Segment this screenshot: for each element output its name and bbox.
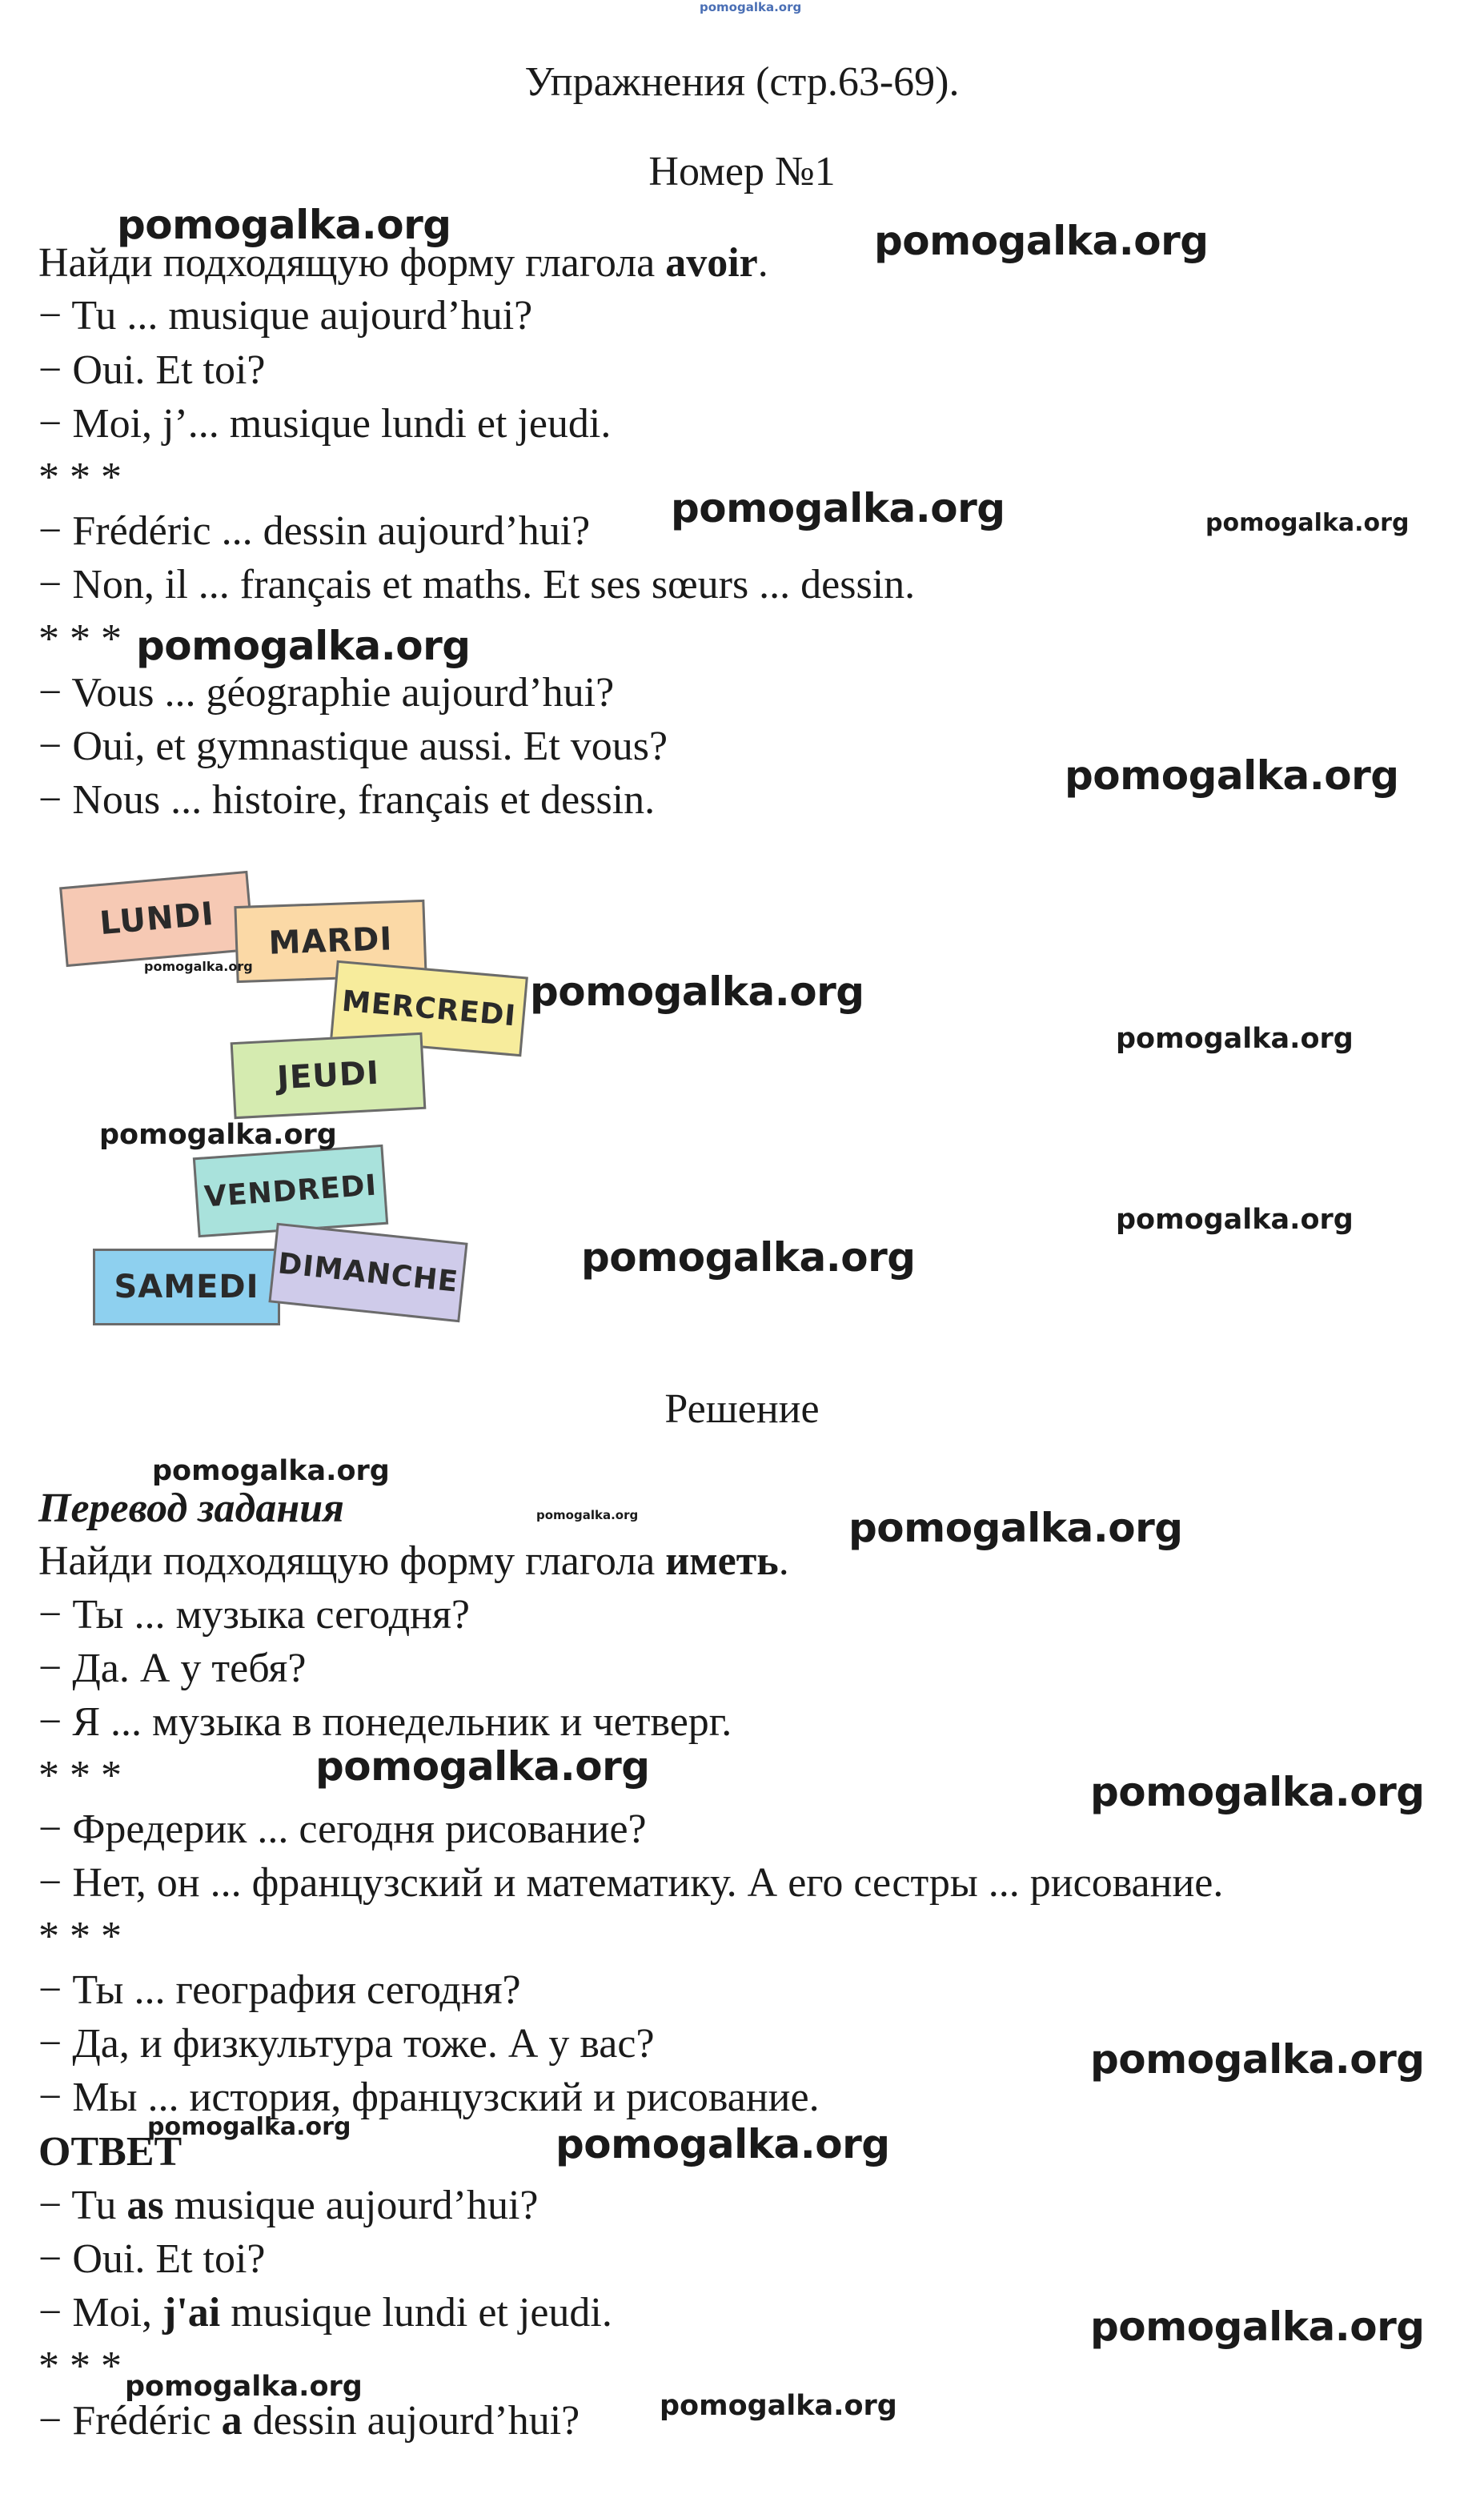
watermark: pomogalka.org xyxy=(1090,2304,1425,2350)
watermark: pomogalka.org xyxy=(581,1234,916,1281)
header-watermark: pomogalka.org xyxy=(700,0,802,14)
answer-line: − Frédéric a dessin aujourd’hui? xyxy=(38,2398,580,2444)
separator: * * * xyxy=(38,455,122,500)
card-mardi: MARDI xyxy=(234,900,427,983)
watermark: pomogalka.org xyxy=(125,2371,363,2403)
task-line: − Nous ... histoire, français et dessin. xyxy=(38,777,656,823)
watermark: pomogalka.org xyxy=(117,202,451,248)
card-vendredi: VENDREDI xyxy=(193,1145,388,1237)
watermark: pomogalka.org xyxy=(874,218,1209,264)
solution-heading: Решение xyxy=(664,1386,820,1432)
card-jeudi: JEUDI xyxy=(231,1032,427,1119)
separator: * * * xyxy=(38,1753,122,1798)
answer-line: − Moi, j'ai musique lundi et jeudi. xyxy=(38,2290,612,2336)
watermark: pomogalka.org xyxy=(1090,1769,1425,1815)
translation-line: − Да. А у тебя? xyxy=(38,1646,307,1691)
translation-line: − Ты ... музыка сегодня? xyxy=(38,1592,470,1638)
separator: * * * xyxy=(38,2344,122,2389)
task-line: − Oui. Et toi? xyxy=(38,347,266,393)
task-line: − Frédéric ... dessin aujourd’hui? xyxy=(38,508,591,554)
watermark: pomogalka.org xyxy=(1116,1204,1354,1236)
separator: * * * xyxy=(38,616,122,662)
watermark: pomogalka.org xyxy=(152,1455,390,1487)
translation-line: − Фредерик ... сегодня рисование? xyxy=(38,1806,647,1852)
watermark: pomogalka.org xyxy=(848,1505,1183,1551)
translation-line: − Ты ... география сегодня? xyxy=(38,1967,521,2013)
watermark: pomogalka.org xyxy=(1090,2036,1425,2083)
answer-line: − Tu as musique aujourd’hui? xyxy=(38,2183,539,2228)
watermark: pomogalka.org xyxy=(660,2390,897,2422)
card-mercredi: MERCREDI xyxy=(330,960,528,1057)
watermark: pomogalka.org xyxy=(1116,1023,1354,1055)
answer-line: − Oui. Et toi? xyxy=(38,2236,266,2282)
exercise-number: Номер №1 xyxy=(648,149,836,194)
watermark: pomogalka.org xyxy=(147,2113,351,2141)
watermark: pomogalka.org xyxy=(136,623,471,669)
answer-heading: ОТВЕТ xyxy=(38,2129,182,2175)
translation-instruction: Найди подходящую форму глагола иметь. xyxy=(38,1538,789,1584)
watermark: pomogalka.org xyxy=(315,1743,650,1790)
task-line: − Tu ... musique aujourd’hui? xyxy=(38,293,533,339)
task-line: − Moi, j’... musique lundi et jeudi. xyxy=(38,401,612,447)
page-title: Упражнения (стр.63-69). xyxy=(524,59,960,105)
card-samedi: SAMEDI xyxy=(93,1249,280,1325)
watermark: pomogalka.org xyxy=(144,959,253,974)
translation-line: − Мы ... история, французский и рисование. xyxy=(38,2075,820,2120)
task-instruction: Найди подходящую форму глагола avoir. xyxy=(38,240,768,286)
card-dimanche: DIMANCHE xyxy=(268,1223,467,1323)
task-line: − Vous ... géographie aujourd’hui? xyxy=(38,670,615,716)
task-line: − Non, il ... français et maths. Et ses sœurs ... dessin. xyxy=(38,562,916,607)
watermark: pomogalka.org xyxy=(1065,752,1399,799)
watermark: pomogalka.org xyxy=(99,1119,337,1151)
watermark: pomogalka.org xyxy=(555,2121,890,2167)
translation-line: − Я ... музыка в понедельник и четверг. xyxy=(38,1699,732,1745)
translation-line: − Да, и физкультура тоже. А у вас? xyxy=(38,2021,655,2067)
watermark: pomogalka.org xyxy=(530,968,864,1015)
watermark: pomogalka.org xyxy=(536,1508,639,1522)
watermark: pomogalka.org xyxy=(1205,509,1410,537)
translation-line: − Нет, он ... французский и математику. А его сестры ... рисование. xyxy=(38,1860,1224,1906)
card-lundi: LUNDI xyxy=(59,871,255,967)
watermark: pomogalka.org xyxy=(671,485,1005,531)
translation-heading: Перевод задания xyxy=(38,1486,344,1531)
task-line: − Oui, et gymnastique aussi. Et vous? xyxy=(38,724,668,769)
separator: * * * xyxy=(38,1914,122,1959)
